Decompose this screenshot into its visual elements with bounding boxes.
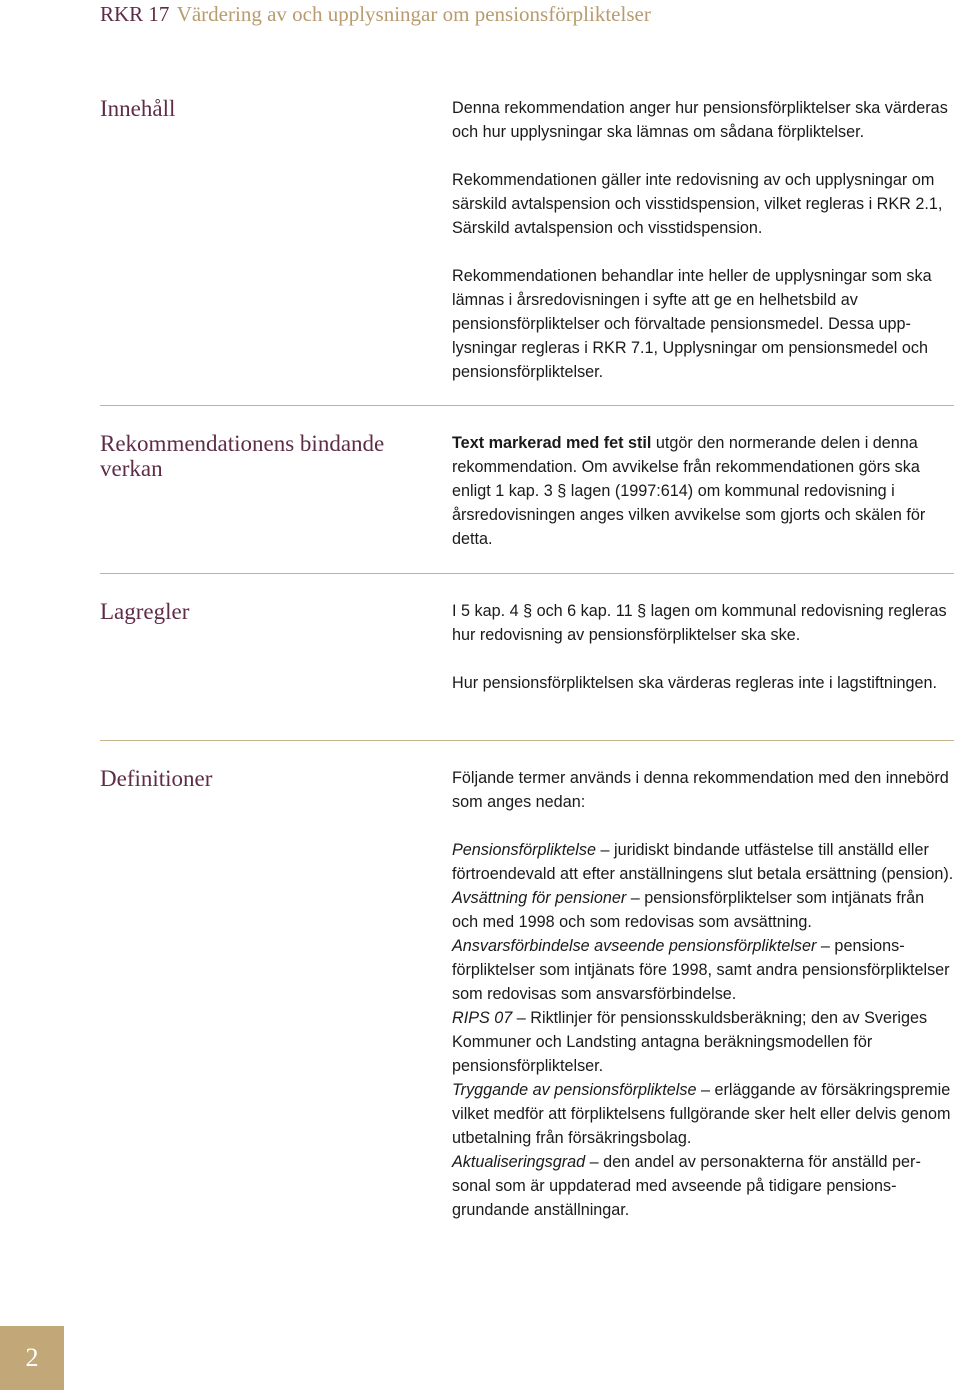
definition-list	[452, 838, 954, 1222]
definition-text: – Riktlinjer för pensionsskuldsberäkning; den av Sveriges Kommuner och Landsting antagna beräkningsmodellen för pensionsförpliktelser.	[452, 1009, 928, 1075]
section-body	[452, 766, 954, 1222]
paragraph: Rekommendationen behandlar inte heller de upplysningar som ska lämnas i årsredovisningen i syfte att ge en helhetsbild av pensionsförpliktelser och förvaltade pensionsmedel. Dessa upplysningar regleras i RKR 7.1, Upplysningar om pensionsmedel och pensionsförpliktelser.	[452, 267, 932, 381]
paragraph	[452, 431, 954, 551]
paragraph: Rekommendationen gäller inte redovisning av och upplysningar om särskild avtalspension och visstidspension, vilket regleras i RKR 2.1, Särskild avtalspension och visstidspension.	[452, 171, 943, 237]
section-divider	[100, 740, 954, 741]
definition-term: Pensionsförpliktelse	[452, 841, 596, 859]
section-body	[452, 96, 954, 384]
section-body	[452, 431, 954, 551]
definition-text: – pensionsförpliktelser som intjänats från och med 1998 och som redovisas som avsättning.	[452, 889, 925, 931]
section-heading: Definitioner	[100, 766, 213, 791]
paragraph: I 5 kap. 4 § och 6 kap. 11 § lagen om kommunal redovisning regleras hur redovisning av pensionsförpliktelser ska ske.	[452, 602, 947, 644]
section-body	[452, 599, 954, 695]
paragraph-text: utgör den normerande delen i denna rekommendation. Om avvikelse från rekommendationen görs ska enligt 1 kap. 3 § lagen (1997:614) om kommunal redovisning i årsredovisningen anges vilken avvikelse som gjorts och skälen för detta.	[452, 434, 926, 548]
definition-item	[452, 1078, 954, 1150]
definition-item	[452, 1006, 954, 1078]
page-number-box	[0, 1326, 64, 1390]
paragraph: Hur pensionsförpliktelsen ska värderas regleras inte i lagstiftningen.	[452, 674, 937, 692]
definition-item	[452, 934, 954, 1006]
document-code: RKR 17	[100, 2, 170, 26]
section-divider	[100, 573, 954, 574]
definition-item	[452, 1150, 954, 1222]
definition-term: Aktualiseringsgrad	[452, 1153, 586, 1171]
page-header	[100, 2, 651, 27]
definition-term: Ansvarsförbindelse avseende pensionsförpliktelser	[452, 937, 817, 955]
definition-term: RIPS 07	[452, 1009, 513, 1027]
paragraph: Denna rekommendation anger hur pensionsförpliktelser ska värderas och hur upplysningar ska lämnas om sådana förpliktelser.	[452, 99, 948, 141]
definition-term: Avsättning för pensioner	[452, 889, 627, 907]
definition-item	[452, 838, 954, 886]
section-divider	[100, 405, 954, 406]
page-number: 2	[25, 1343, 39, 1372]
section-heading: Rekommendationens bindande verkan	[100, 431, 385, 481]
definition-text: – erläggande av försäkringspremie vilket medför att förpliktelsens fullgörande sker helt eller delvis genom utbetalning från försäkringsbolag.	[452, 1081, 951, 1147]
section-heading: Lagregler	[100, 599, 190, 624]
definition-text: – juridiskt bindande utfästelse till anställd eller förtroendevald att efter anställningens slut betala ersättning (pension).	[452, 841, 954, 883]
definition-term: Tryggande av pensionsförpliktelse	[452, 1081, 697, 1099]
definition-text: – den andel av personakterna för anställd personal som är uppdaterad med avseende på tidigare pensionsgrundande anställningar.	[452, 1153, 921, 1219]
normative-lead: Text markerad med fet stil	[452, 434, 652, 452]
definition-item	[452, 886, 954, 934]
document-title: Värdering av och upplysningar om pensionsförpliktelser	[176, 2, 651, 26]
paragraph: Följande termer används i denna rekommendation med den innebörd som anges nedan:	[452, 769, 949, 811]
definition-text: – pensionsförpliktelser som intjänats före 1998, samt andra pensionsförpliktelser som redovisas som ansvarsförbindelse.	[452, 937, 950, 1003]
section-heading: Innehåll	[100, 96, 176, 121]
